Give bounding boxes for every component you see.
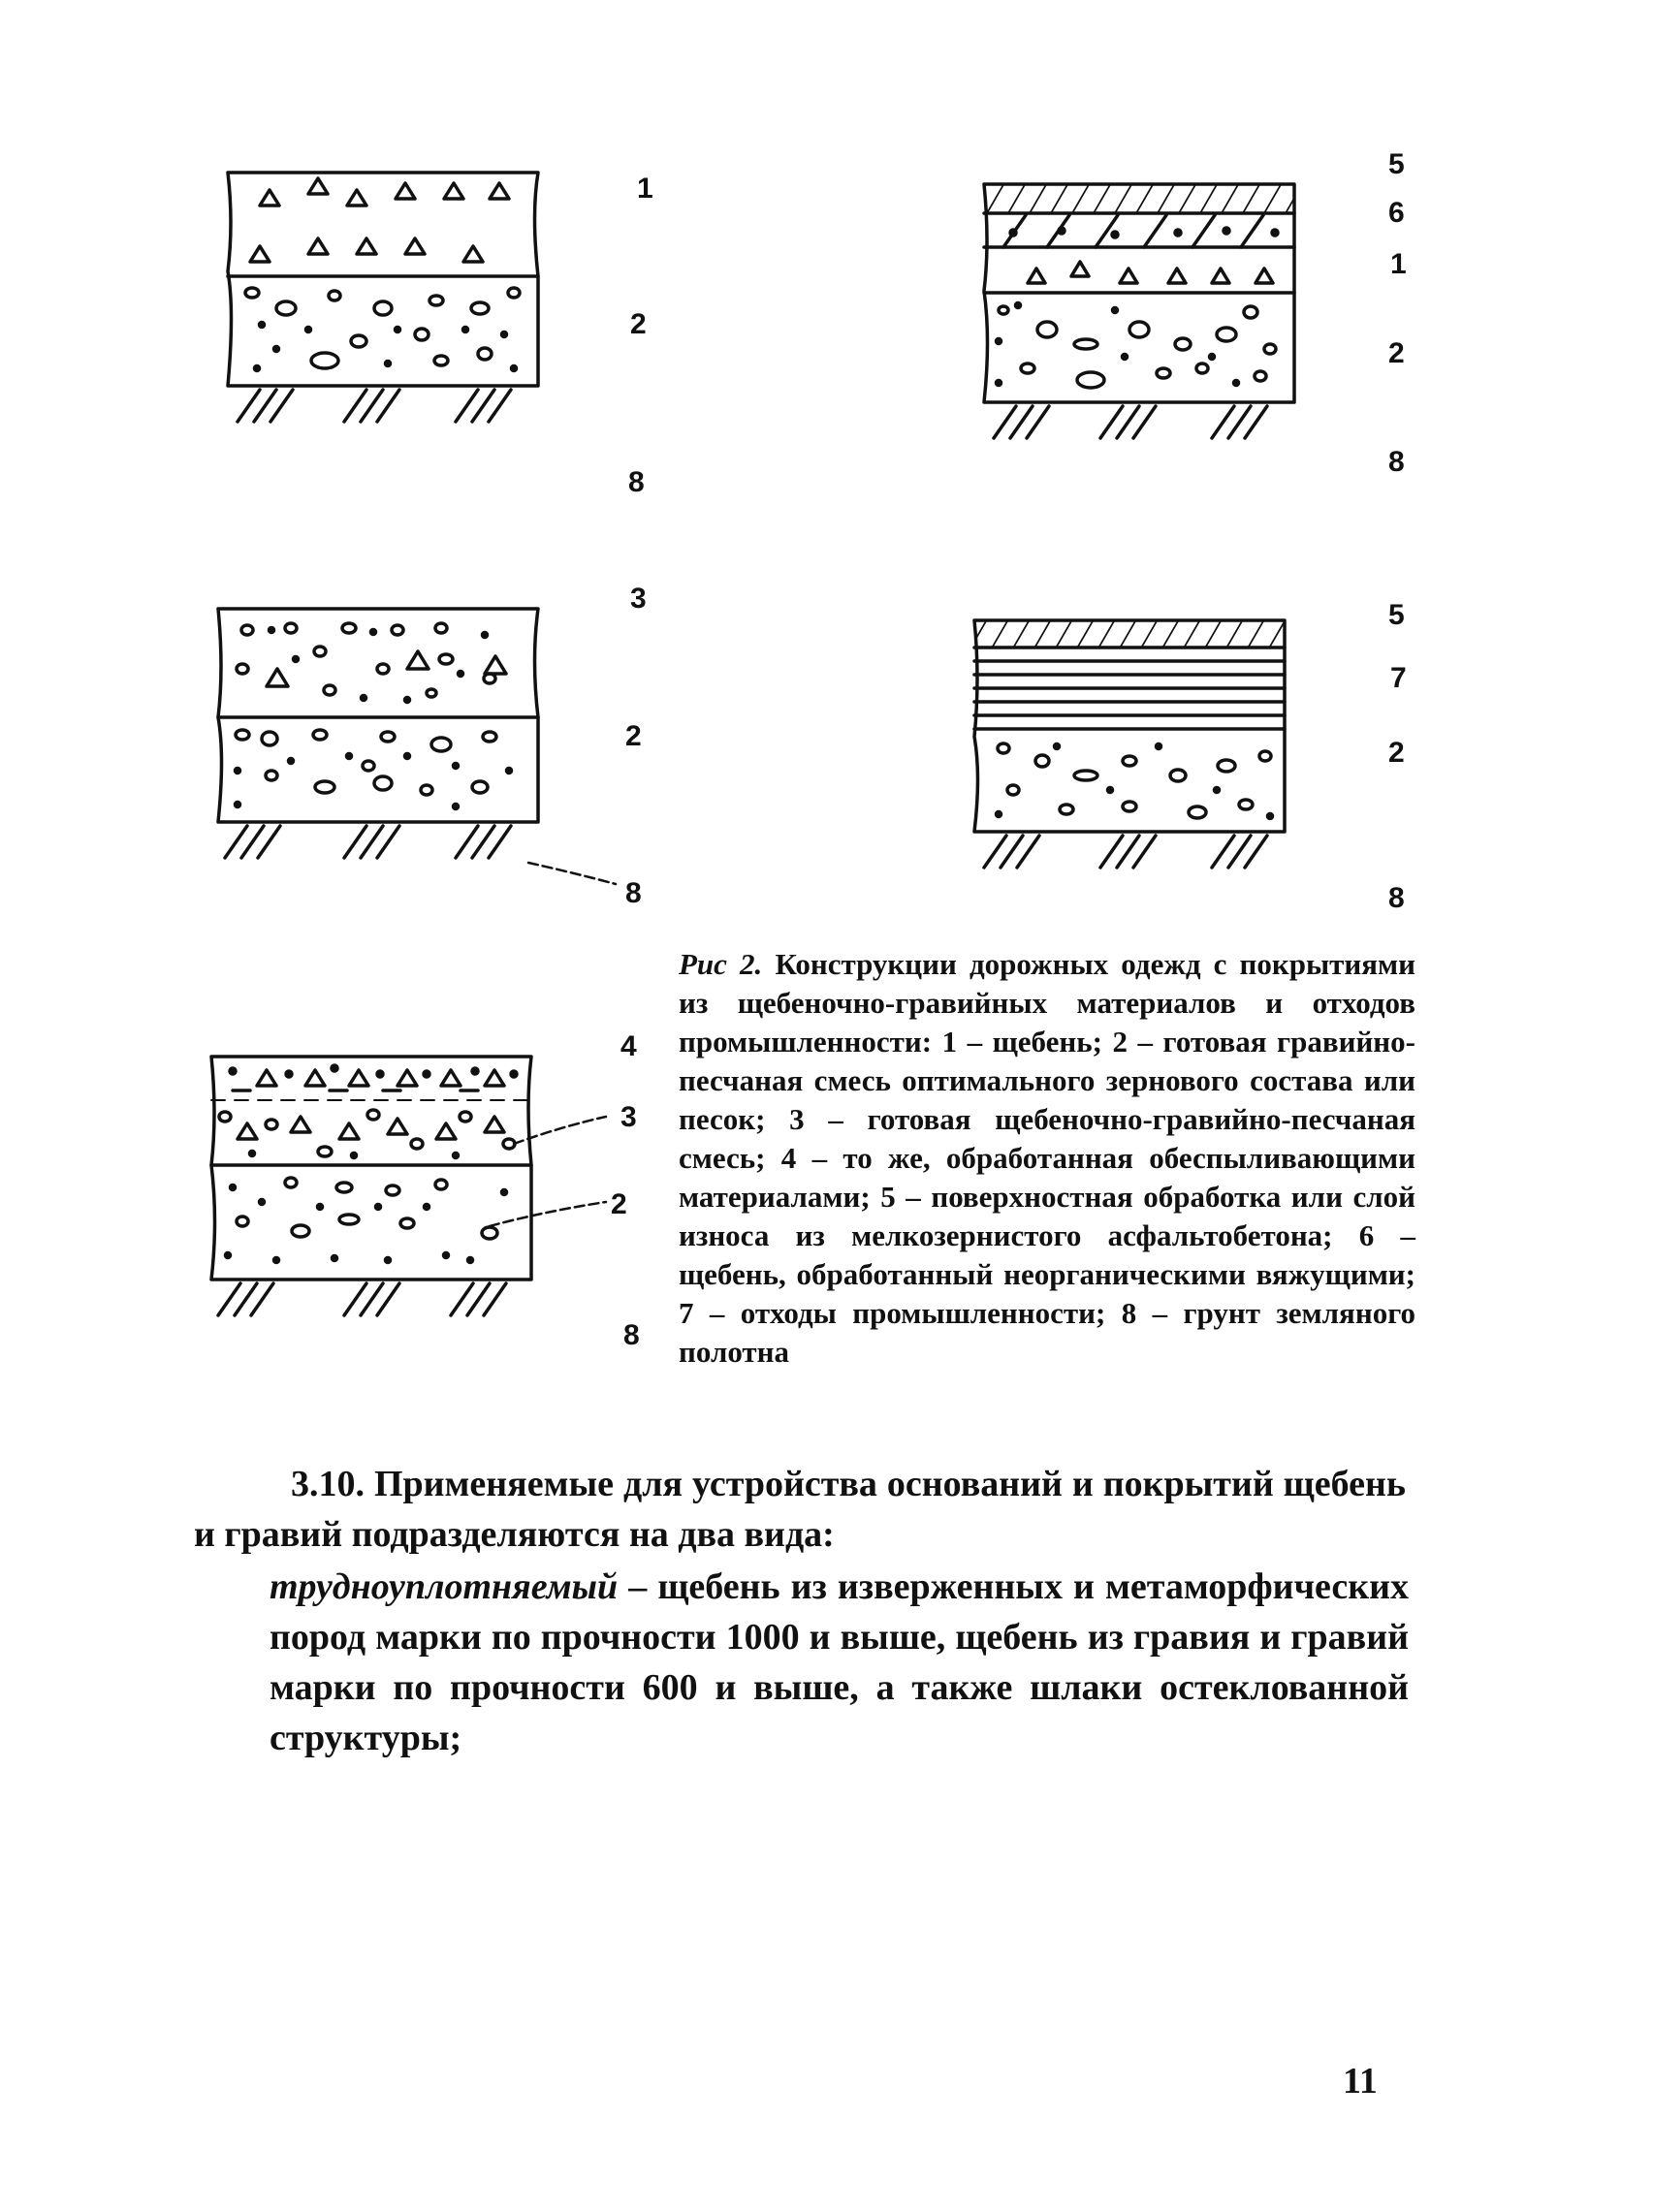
crushed-stone-layer — [250, 178, 509, 262]
label-d3-layer3: 3 — [630, 583, 647, 615]
crushed-gravel-sand-mix-layer — [237, 623, 506, 703]
label-d4-base: 8 — [1388, 882, 1405, 914]
diagram-4 — [974, 620, 1285, 868]
label-d1-base: 8 — [628, 466, 645, 498]
label-d5-layer2: 2 — [611, 1188, 627, 1220]
figure-caption-label: Рис 2. — [679, 947, 763, 981]
soil-hatching — [218, 1283, 506, 1315]
label-d5-layer3: 3 — [620, 1101, 637, 1133]
definition-hard-compacting: – щебень из изверженных и метаморфических пород марки по прочности 1000 и выше, щебень из гравия и гравий марки по прочности 600 и выше, а также шлаки остеклованной структуры; — [270, 1566, 1409, 1758]
label-d3-base: 8 — [625, 877, 642, 909]
figure-caption-text: Конструкции дорожных одежд с покрытиями из щебеночно-гравийных материалов и отходов промышленности: 1 – щебень; 2 – готовая гравийно-песчаная смесь оптимального зернового состава или песок; 3 – готовая щебеночно-гравийно-песчаная смесь; 4 – то же, обработанная обеспыливающими материалами; 5 – поверхностная обработка или слой износа из мелкозернистого асфальтобетона; 6 – щебень, обработанный неорганическими вяжущими; 7 – отходы промышленности; 8 – грунт земляного полотна — [679, 947, 1416, 1369]
crushed-gravel-sand-mix-layer — [219, 1110, 515, 1158]
soil-hatching — [984, 836, 1267, 868]
gravel-sand-layer — [997, 743, 1273, 819]
paragraph-3-10: 3.10. Применяемые для устройства оснований и покрытий щебень и гравий подразделяются на два вида: — [194, 1464, 1406, 1555]
label-d3-layer2: 2 — [625, 720, 642, 752]
label-d2-base: 8 — [1388, 446, 1405, 478]
soil-hatching — [238, 390, 511, 422]
gravel-sand-layer — [226, 1178, 507, 1263]
treated-crushed-stone-layer — [1003, 215, 1278, 247]
term-hard-compacting: трудноуплотняемый — [270, 1566, 619, 1607]
label-d5-base: 8 — [623, 1319, 640, 1351]
label-d1-layer2: 2 — [630, 308, 647, 340]
label-d4-layer2: 2 — [1388, 737, 1405, 769]
label-d2-layer6: 6 — [1388, 197, 1405, 229]
label-d5-layer4: 4 — [620, 1030, 637, 1062]
treated-mix-layer — [230, 1065, 517, 1090]
paragraph-hard-compacting — [270, 1562, 1409, 1763]
label-d4-layer7: 7 — [1390, 662, 1407, 694]
crushed-stone-layer-thin — [1028, 262, 1273, 283]
soil-hatching — [225, 826, 511, 858]
label-d1-layer1: 1 — [637, 173, 653, 205]
label-d2-layer1: 1 — [1390, 248, 1407, 280]
figure-caption — [679, 945, 1415, 1372]
industrial-waste-layer — [974, 661, 1285, 715]
page-number: 11 — [1343, 2061, 1378, 2101]
soil-hatching — [994, 406, 1267, 438]
diagram-5 — [211, 1057, 606, 1315]
gravel-sand-layer — [236, 730, 512, 809]
diagram-3 — [218, 609, 616, 884]
gravel-sand-layer — [997, 303, 1277, 389]
label-d2-layer2: 2 — [1388, 337, 1405, 369]
label-d4-layer5: 5 — [1388, 599, 1405, 631]
label-d2-layer5: 5 — [1388, 148, 1405, 180]
diagram-2 — [984, 184, 1294, 438]
gravel-sand-layer — [245, 288, 520, 371]
diagram-1 — [228, 173, 538, 422]
